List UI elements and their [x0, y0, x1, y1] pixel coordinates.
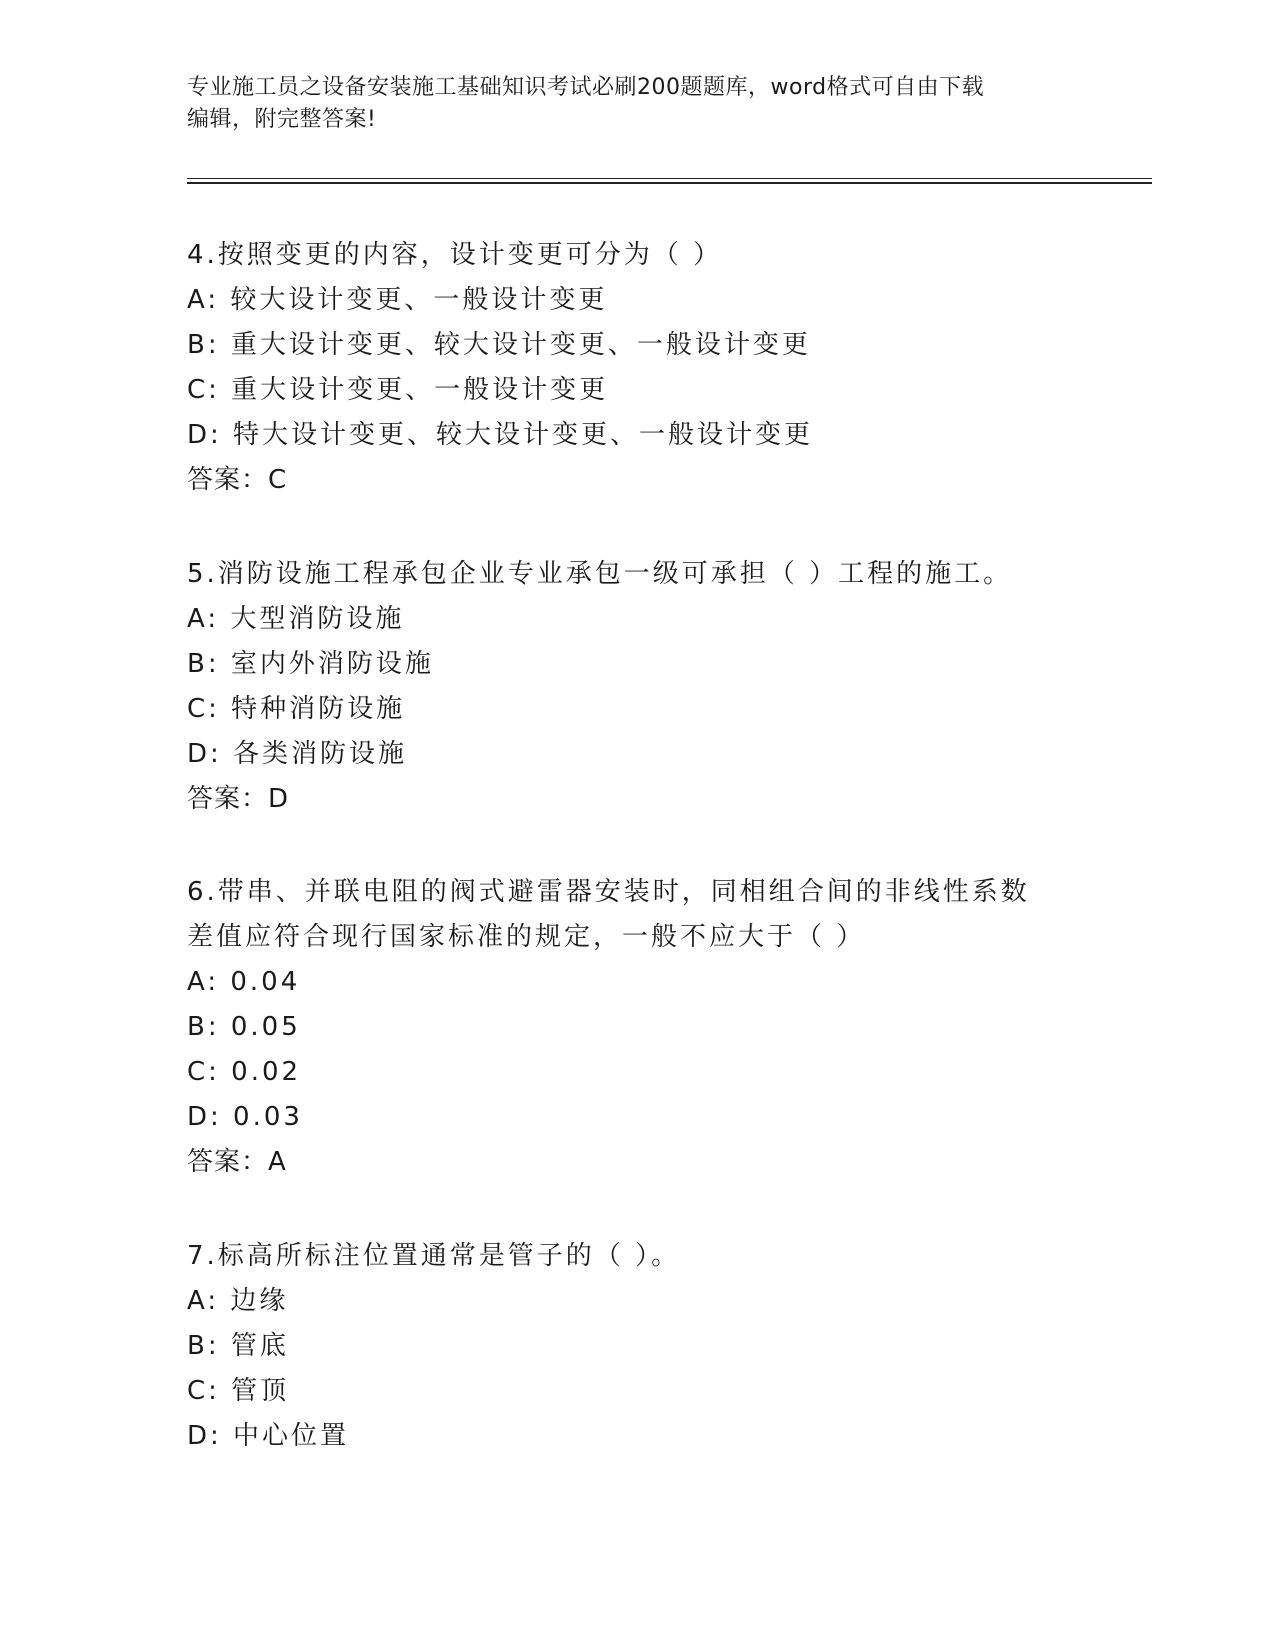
document-title: 专业施工员之设备安装施工基础知识考试必刷200题题库，word格式可自由下载 编辑，附完整答案! — [187, 75, 985, 132]
option-a: A: 大型消防设施 — [187, 604, 405, 634]
question-5 — [187, 552, 1087, 822]
option-c: C: 重大设计变更、一般设计变更 — [187, 375, 609, 405]
question-stem: 4.按照变更的内容，设计变更可分为（ ） — [187, 240, 723, 270]
option-b: B: 管底 — [187, 1331, 289, 1361]
option-a: A: 0.04 — [187, 967, 301, 997]
question-4 — [187, 233, 1087, 503]
answer-label: 答案：C — [187, 465, 288, 495]
answer-label: 答案：A — [187, 1147, 287, 1177]
option-a: A: 较大设计变更、一般设计变更 — [187, 285, 608, 315]
option-d: D: 0.03 — [187, 1102, 303, 1132]
option-c: C: 0.02 — [187, 1057, 302, 1087]
question-7 — [187, 1234, 1087, 1459]
option-c: C: 管顶 — [187, 1376, 290, 1406]
question-stem: 6.带串、并联电阻的阀式避雷器安装时，同相组合间的非线性系数差值应符合现行国家标准的规定，一般不应大于（ ） — [187, 877, 1030, 952]
question-6 — [187, 870, 1087, 1185]
option-b: B: 重大设计变更、较大设计变更、一般设计变更 — [187, 330, 811, 360]
question-stem: 5.消防设施工程承包企业专业承包一级可承担（ ）工程的施工。 — [187, 559, 1013, 589]
option-d: D: 特大设计变更、较大设计变更、一般设计变更 — [187, 420, 814, 450]
option-b: B: 室内外消防设施 — [187, 649, 434, 679]
option-c: C: 特种消防设施 — [187, 694, 406, 724]
header-divider-thick — [187, 182, 1152, 184]
option-a: A: 边缘 — [187, 1286, 289, 1316]
question-stem: 7.标高所标注位置通常是管子的（ ）。 — [187, 1241, 681, 1271]
option-d: D: 各类消防设施 — [187, 739, 408, 769]
option-b: B: 0.05 — [187, 1012, 301, 1042]
answer-label: 答案：D — [187, 784, 290, 814]
header-divider-thin — [187, 178, 1152, 179]
option-d: D: 中心位置 — [187, 1421, 350, 1451]
